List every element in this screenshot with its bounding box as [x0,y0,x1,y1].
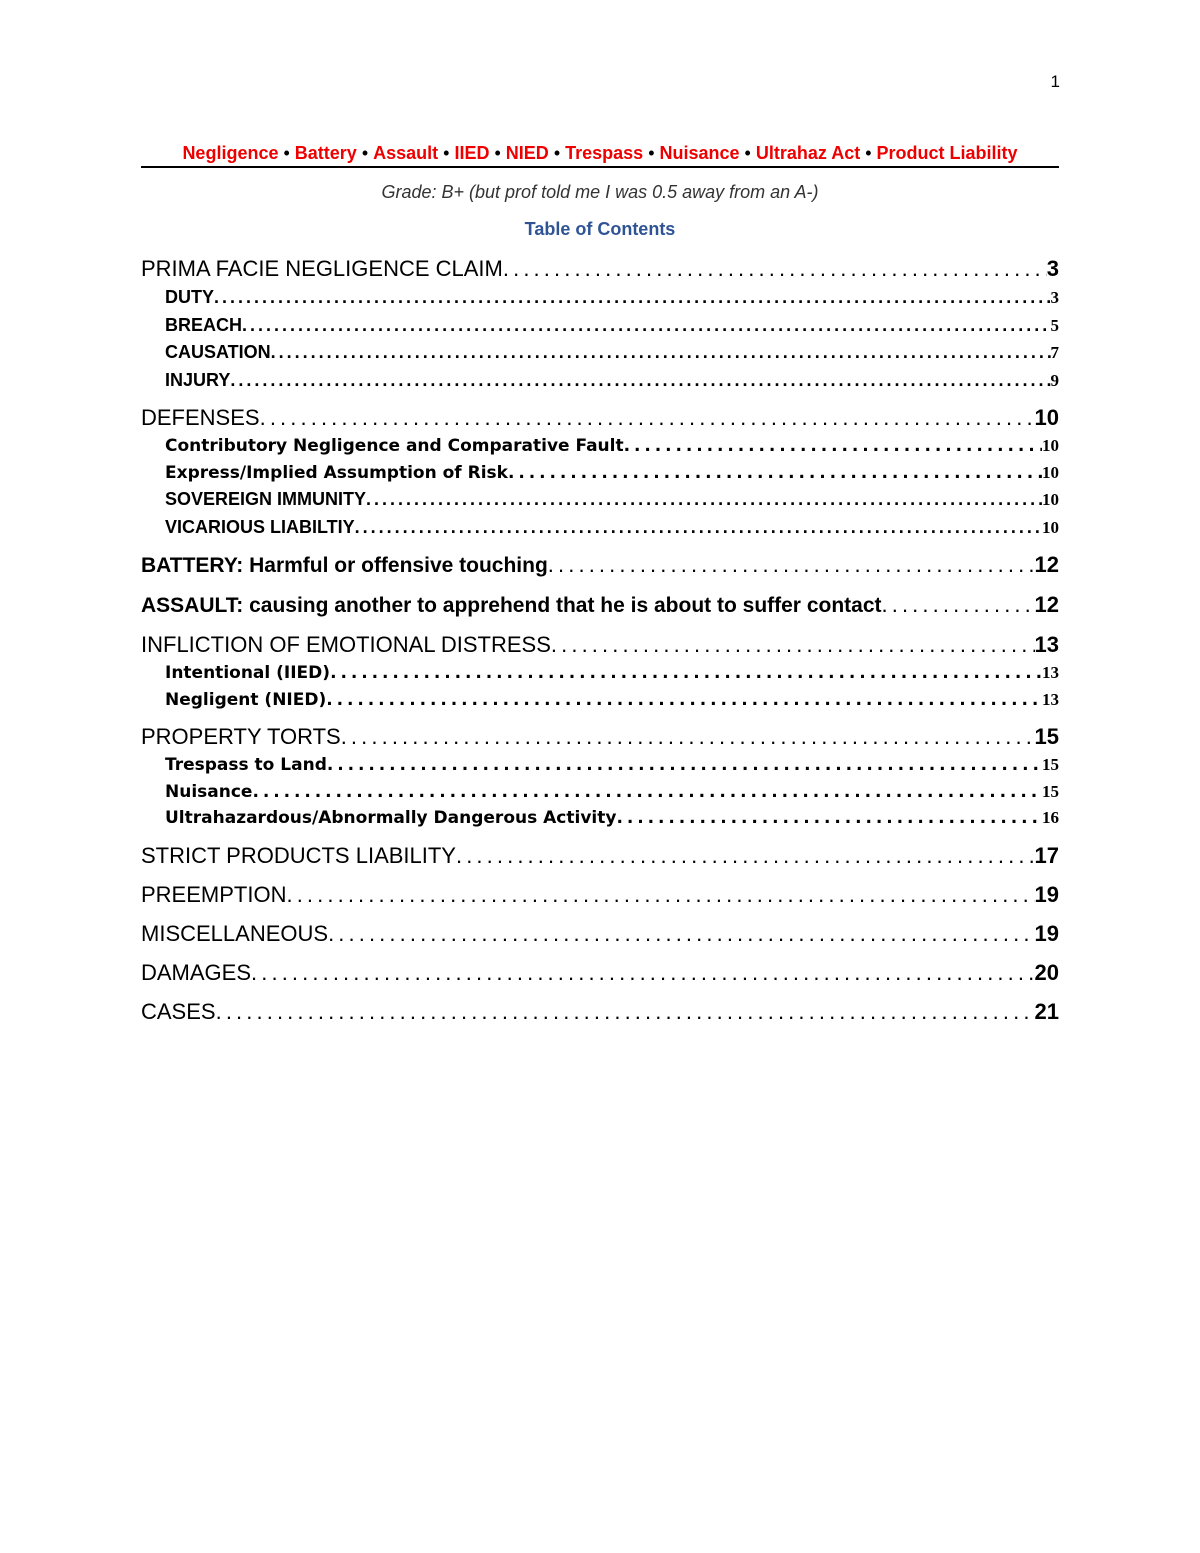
dot-leader [624,433,1042,460]
toc-page-number: 12 [1034,552,1059,577]
dot-leader [252,779,1042,806]
toc-page-number: 17 [1034,842,1059,868]
topic-separator: • [744,143,751,163]
toc-entry-label: Contributory Negligence and Comparative Fault [165,436,624,456]
topic-separator: • [361,143,369,163]
dot-leader [242,312,1050,339]
dot-leader [214,284,1051,311]
table-of-contents [141,254,1059,1027]
toc-entry-label: Express/Implied Assumption of Risk [165,462,508,483]
toc-entry-label: ASSAULT: causing another to apprehend that he is about to suffer contact [141,594,882,617]
toc-entry-label: SOVEREIGN IMMUNITY [165,489,367,509]
toc-title: Table of Contents [524,219,676,239]
dot-leader [330,660,1042,687]
toc-entry[interactable] [141,254,1059,284]
toc-entry-label: VICARIOUS LIABILTIY [165,516,355,537]
toc-subentry[interactable] [141,312,1059,340]
toc-entry-label: DEFENSES [141,405,260,430]
topic-separator: • [494,143,501,163]
grade-note: Grade: B+ (but prof told me I was 0.5 away from an A-) [381,182,819,202]
topic-separator: • [648,143,655,163]
topic-item: Nuisance [659,143,740,163]
topic-item: NIED [505,143,549,163]
toc-entry-label: Ultrahazardous/Abnormally Dangerous Activity [165,808,617,828]
toc-subentry[interactable] [141,433,1059,460]
toc-entry-label: BREACH [165,314,243,335]
page-number: 1 [1050,72,1060,91]
topic-separator: • [443,143,450,163]
toc-page-number: 20 [1034,959,1059,985]
dot-leader [456,841,1035,871]
toc-page-number: 16 [1042,808,1059,827]
dot-leader [328,919,1034,949]
dot-leader [616,805,1042,832]
topic-item: Negligence [182,143,279,163]
toc-subentry[interactable] [141,460,1059,487]
dot-leader [366,486,1042,513]
toc-entry[interactable] [141,997,1059,1027]
dot-leader [326,687,1042,714]
topic-separator: • [865,143,872,163]
topics-header [141,141,1059,168]
toc-page-number: 15 [1034,724,1059,749]
toc-subentry[interactable] [141,687,1059,714]
toc-entry-label: Nuisance [165,781,253,802]
topic-separator: • [553,143,561,163]
dot-leader [882,590,1035,620]
toc-subentry[interactable] [141,514,1059,542]
toc-entry[interactable] [141,880,1059,910]
toc-page-number: 10 [1034,405,1059,430]
toc-page-number: 10 [1042,436,1059,455]
toc-entry[interactable] [141,590,1059,621]
toc-page-number: 15 [1042,755,1059,774]
topic-separator: • [283,143,290,163]
toc-entry-label: INJURY [165,369,231,390]
toc-entry[interactable] [141,403,1059,433]
toc-entry-label: Intentional (IIED) [165,663,331,683]
dot-leader [551,630,1035,660]
dot-leader [230,367,1050,394]
dot-leader [271,339,1051,366]
dot-leader [508,460,1042,487]
topic-item: IIED [454,143,490,163]
toc-page-number: 13 [1042,689,1059,709]
dot-leader [286,880,1034,910]
toc-entry[interactable] [141,958,1059,988]
toc-page-number: 19 [1034,881,1059,907]
toc-entry[interactable] [141,630,1059,660]
toc-page-number: 19 [1034,920,1059,946]
toc-page-number: 10 [1042,462,1059,482]
toc-page-number: 7 [1050,343,1059,362]
toc-entry-label: DAMAGES [141,959,252,985]
toc-entry-label: STRICT PRODUCTS LIABILITY [141,842,456,868]
toc-subentry[interactable] [141,486,1059,514]
dot-leader [355,514,1042,541]
toc-page-number: 15 [1042,781,1059,801]
toc-subentry[interactable] [141,779,1059,806]
toc-page-number: 13 [1042,663,1059,682]
toc-entry-label: Trespass to Land [165,755,327,775]
dot-leader [341,722,1035,752]
toc-page-number: 5 [1050,315,1059,335]
topic-item: Product Liability [876,143,1018,163]
dot-leader [251,958,1034,988]
toc-entry-label: CAUSATION [165,342,271,362]
dot-leader [503,254,1047,284]
toc-page-number: 3 [1050,288,1059,307]
dot-leader [260,403,1035,433]
toc-entry-label: Negligent (NIED) [165,689,327,710]
topic-item: Trespass [565,143,644,163]
toc-entry-label: PRIMA FACIE NEGLIGENCE CLAIM [141,256,503,281]
dot-leader [327,752,1042,779]
toc-page-number: 3 [1046,256,1059,281]
toc-entry[interactable] [141,841,1059,871]
toc-entry-label: DUTY [165,287,214,307]
toc-subentry[interactable] [141,339,1059,367]
toc-page-number: 10 [1042,517,1059,537]
toc-entry[interactable] [141,550,1059,581]
toc-subentry[interactable] [141,660,1059,687]
dot-leader [548,550,1035,580]
toc-entry-label: PREEMPTION [141,881,287,907]
toc-subentry[interactable] [141,805,1059,832]
toc-entry-label: BATTERY: Harmful or offensive touching [141,554,548,577]
toc-page-number: 10 [1042,490,1059,509]
toc-page-number: 12 [1034,592,1059,617]
toc-subentry[interactable] [141,752,1059,779]
toc-entry-label: PROPERTY TORTS [141,724,341,749]
toc-subentry[interactable] [141,284,1059,312]
toc-page-number: 9 [1050,370,1059,390]
topic-item: Assault [373,143,439,163]
toc-entry[interactable] [141,722,1059,752]
toc-page-number: 13 [1034,632,1059,657]
toc-page-number: 21 [1034,998,1059,1024]
topic-item: Ultrahaz Act [755,143,861,163]
toc-entry-label: INFLICTION OF EMOTIONAL DISTRESS [141,632,551,657]
dot-leader [216,997,1035,1027]
toc-entry[interactable] [141,919,1059,949]
toc-entry-label: CASES [141,998,216,1024]
topic-item: Battery [294,143,357,163]
toc-entry-label: MISCELLANEOUS [141,920,329,946]
toc-subentry[interactable] [141,367,1059,395]
